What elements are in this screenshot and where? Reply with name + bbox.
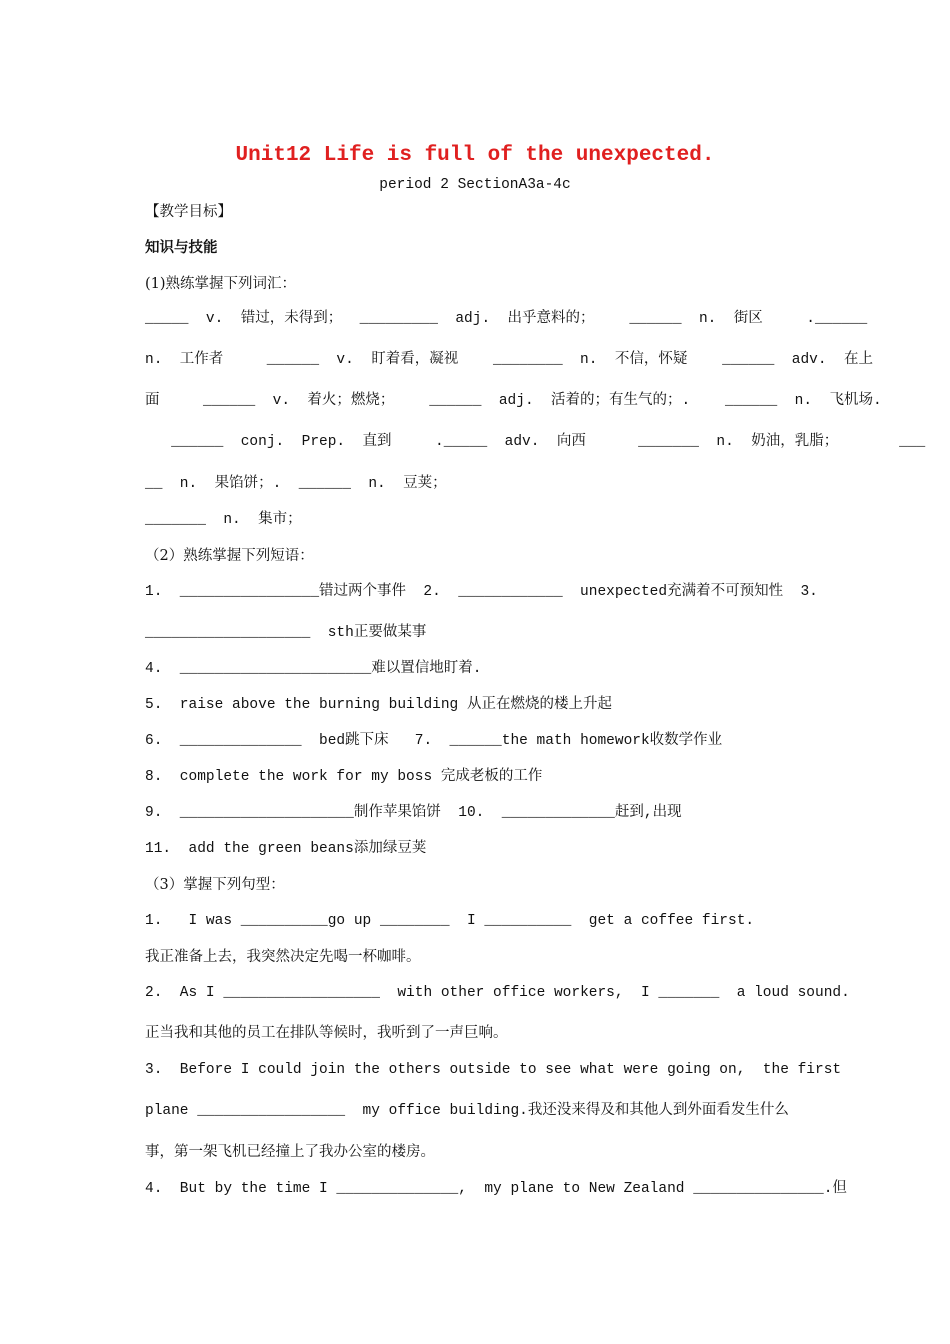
phrase-line: 4. ______________________难以置信地盯着. [145, 661, 482, 677]
sentence-line: 1. I was __________go up ________ I __________ get a coffee first. [145, 913, 755, 929]
vocab-line: _______ n. 集市； [145, 512, 302, 528]
phrase-line: 11. add the green beans添加绿豆荚 [145, 841, 427, 857]
vocab-line: 面 ______ v. 着火；燃烧； ______ adj. 活着的；有生气的；. ______ n. 飞机场. [145, 393, 882, 409]
sentence-translation: 事，第一架飞机已经撞上了我办公室的楼房。 [145, 1144, 435, 1160]
sentence-line: 3. Before I could join the others outside to see what were going on, the first [145, 1062, 842, 1078]
sentence-line: plane _________________ my office building.我还没来得及和其他人到外面看发生什么 [145, 1103, 789, 1119]
vocab-heading: (1)熟练掌握下列词汇： [145, 276, 297, 292]
sentence-translation: 我正准备上去，我突然决定先喝一杯咖啡。 [145, 949, 421, 965]
sentence-translation: 正当我和其他的员工在排队等候时，我听到了一声巨响。 [145, 1025, 508, 1041]
phrase-line: ___________________ sth正要做某事 [145, 625, 427, 641]
phrase-line: 9. ____________________制作苹果馅饼 10. _____________赶到,出现 [145, 805, 682, 821]
phrase-line: 5. raise above the burning building 从正在燃烧的楼上升起 [145, 697, 612, 713]
vocab-line: n. 工作者 ______ v. 盯着看，凝视 ________ n. 不信，怀疑 ______ adv. 在上 [145, 352, 873, 368]
vocab-line: __ n. 果馅饼；. ______ n. 豆荚； [145, 476, 447, 492]
phrases-heading: （2）熟练掌握下列短语： [145, 548, 314, 564]
vocab-line: _____ v. 错过，未得到； _________ adj. 出乎意料的； ______ n. 街区 .______ [145, 311, 868, 327]
phrase-line: 1. ________________错过两个事件 2. ____________ unexpected充满着不可预知性 3. [145, 584, 818, 600]
page-subtitle: period 2 SectionA3a-4c [379, 177, 571, 193]
sentence-line: 4. But by the time I ______________, my plane to New Zealand _______________.但 [145, 1181, 847, 1197]
vocab-line: ______ conj. Prep. 直到 ._____ adv. 向西 _______ n. 奶油，乳脂； ___ [145, 434, 926, 450]
objectives-heading: 【教学目标】 [145, 204, 232, 220]
sentence-line: 2. As I __________________ with other office workers, I _______ a loud sound. [145, 985, 850, 1001]
sentences-heading: （3）掌握下列句型： [145, 877, 285, 893]
knowledge-heading: 知识与技能 [145, 239, 218, 256]
phrase-line: 6. ______________ bed跳下床 7. ______the math homework收数学作业 [145, 733, 723, 749]
phrase-line: 8. complete the work for my boss 完成老板的工作 [145, 769, 543, 785]
page-title: Unit12 Life is full of the unexpected. [235, 144, 715, 167]
